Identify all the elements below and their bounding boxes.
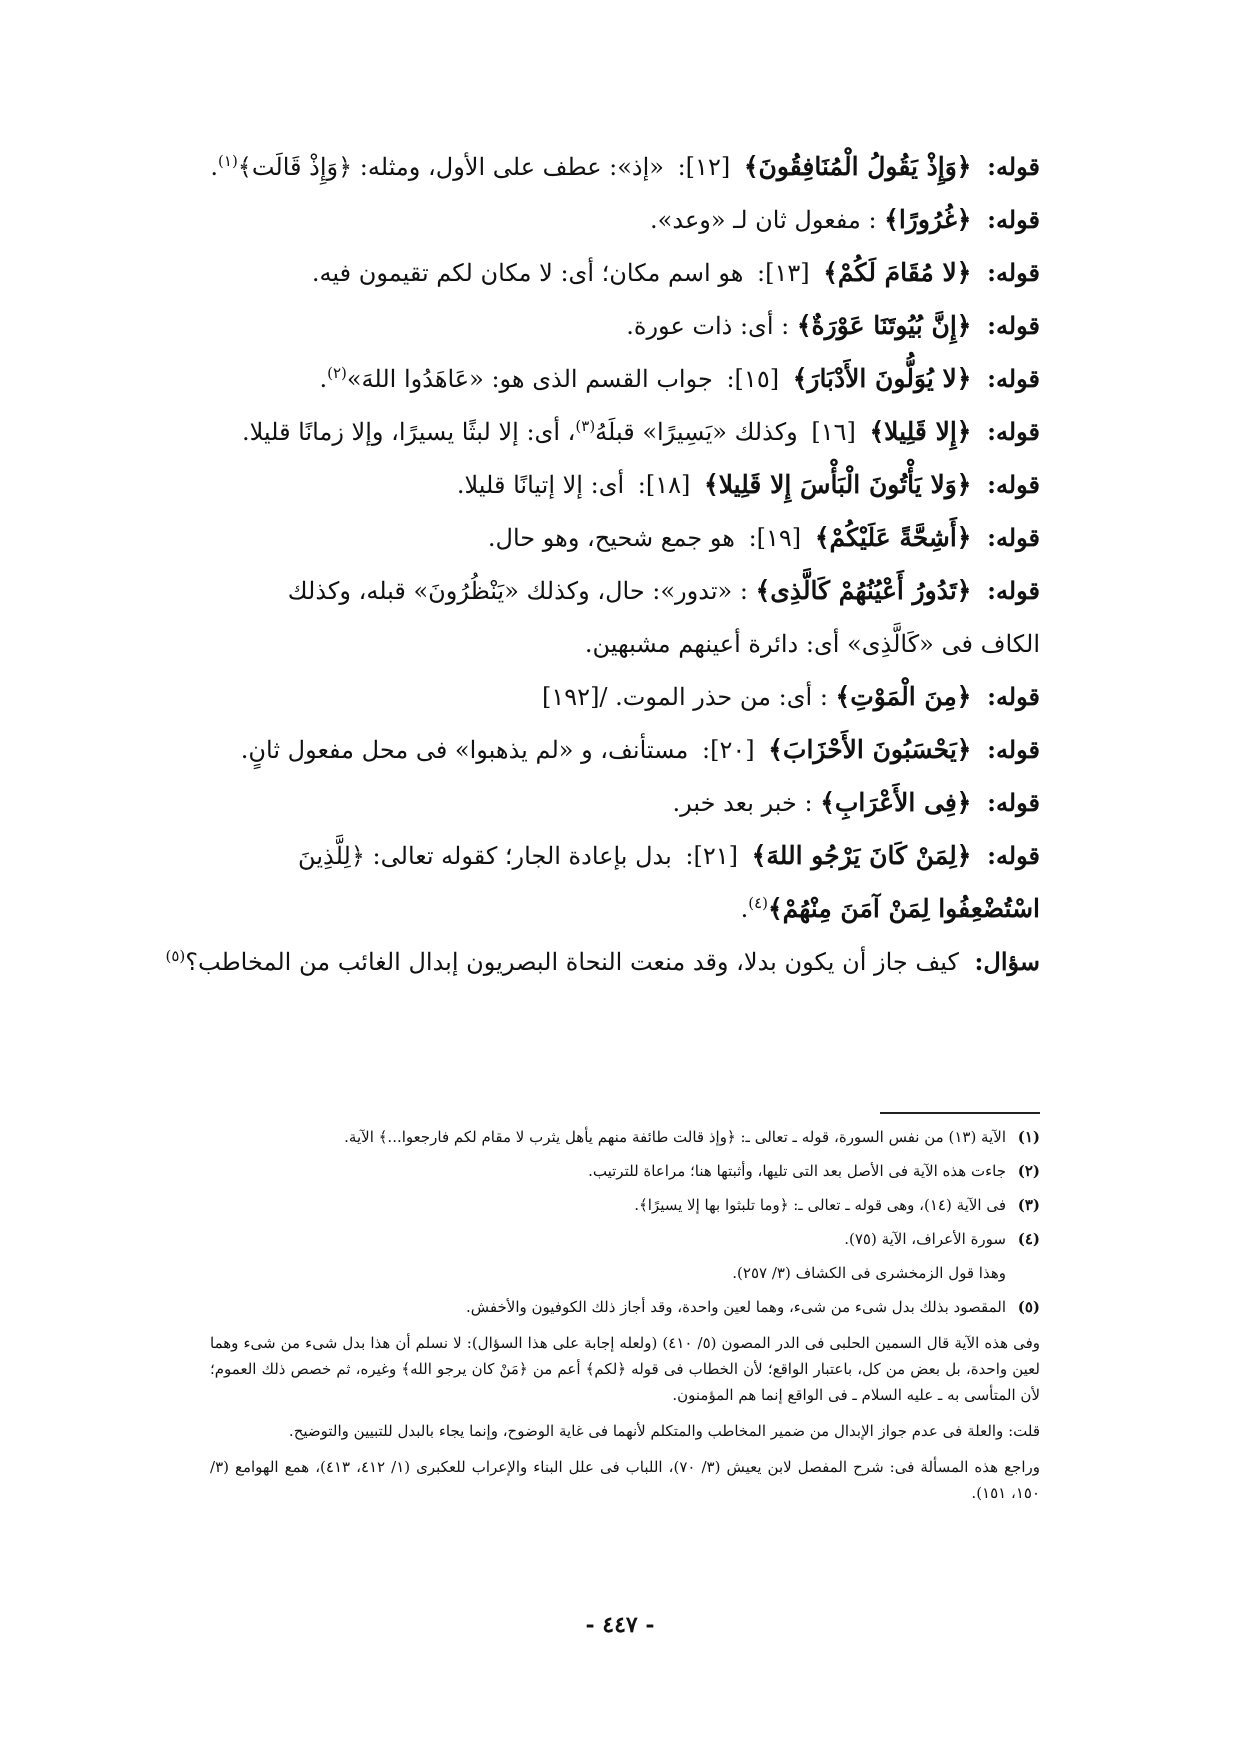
line-label: قوله: bbox=[987, 205, 1040, 234]
footnote bbox=[210, 1296, 1040, 1318]
footnote-marker: (١) bbox=[218, 152, 238, 170]
footnote-number: (٣) bbox=[1017, 1196, 1040, 1214]
text-line bbox=[180, 788, 1040, 818]
quran-quote: ﴿إِلا قَلِيلا﴾ bbox=[869, 417, 972, 446]
quran-quote: ﴿لا يُوَلُّونَ الأَدْبَارَ﴾ bbox=[792, 364, 972, 393]
commentary: : أى: من حذر الموت. /[١٩٢] bbox=[542, 683, 828, 711]
footnote bbox=[210, 1160, 1040, 1182]
quran-quote: ﴿يَحْسَبُونَ الأَحْزَابَ﴾ bbox=[768, 735, 972, 764]
line-label: قوله: bbox=[987, 417, 1040, 446]
question-label: سؤال: bbox=[974, 947, 1040, 976]
footnote-marker: (٣) bbox=[575, 417, 596, 435]
line-label: قوله: bbox=[987, 311, 1040, 340]
verse-number: [٢١]: bbox=[685, 842, 739, 870]
line-label: قوله: bbox=[987, 735, 1040, 764]
quran-quote: ﴿غُرُورًا﴾ bbox=[884, 205, 972, 234]
commentary: وكذلك «يَسِيرًا» قبلَهُ bbox=[595, 418, 798, 446]
footnote-paragraph: وراجع هذه المسألة فى: شرح المفصل لابن يعيش (٣/ ٧٠)، اللباب فى علل البناء والإعراب للعكبرى (١/ ٤١٢، ٤١٣)، همع الهوامع (٣/ ١٥٠، ١٥١). bbox=[210, 1458, 1040, 1502]
footnote bbox=[210, 1194, 1040, 1216]
footnote-text: فى الآية (١٤)، وهى قوله ـ تعالى ـ: ﴿وما تلبثوا بها إلا يسيرًا﴾. bbox=[634, 1196, 1006, 1214]
footnote-marker: (٥) bbox=[165, 947, 186, 965]
footnote-number: (٤) bbox=[1017, 1230, 1040, 1248]
commentary: مستأنف، و «لم يذهبوا» فى محل مفعول ثانٍ. bbox=[240, 736, 689, 764]
line-label: قوله: bbox=[987, 258, 1040, 287]
footnote-number: (١) bbox=[1017, 1128, 1040, 1146]
text-line bbox=[180, 894, 1040, 924]
text-line bbox=[180, 682, 1040, 712]
line-label: قوله: bbox=[987, 364, 1040, 393]
footnotes bbox=[210, 1126, 1040, 1516]
verse-number: [١٢]: bbox=[677, 153, 731, 181]
commentary: هو جمع شحيح، وهو حال. bbox=[487, 524, 735, 552]
commentary: «إذ»: عطف على الأول، ومثله: ﴿وَإِذْ قَالَت﴾ bbox=[237, 153, 664, 181]
footnote-marker: (٢) bbox=[327, 364, 347, 382]
commentary: : مفعول ثان لـ «وعد». bbox=[650, 206, 877, 234]
commentary: جواب القسم الذى هو: «عَاهَدُوا اللهَ» bbox=[346, 365, 713, 393]
footnote-marker: (٤) bbox=[748, 894, 768, 912]
verse-number: [١٦] bbox=[811, 418, 856, 446]
footnote-separator bbox=[880, 1112, 1040, 1114]
footnote-paragraph: قلت: والعلة فى عدم جواز الإبدال من ضمير المخاطب والمتكلم لأنهما فى غاية الوضوح، وإنما يجاء بالبدل للتبيين والتوضيح. bbox=[288, 1422, 1040, 1440]
verse-number: [١٣]: bbox=[757, 259, 810, 287]
line-label: قوله: bbox=[987, 682, 1040, 711]
commentary: هو اسم مكان؛ أى: لا مكان لكم تقيمون فيه. bbox=[311, 259, 744, 287]
verse-number: [١٩]: bbox=[748, 524, 802, 552]
commentary: : «تدور»: حال، وكذلك «يَنْظُرُونَ» قبله، وكذلك bbox=[287, 577, 748, 605]
line-label: قوله: bbox=[987, 576, 1040, 605]
text-line bbox=[180, 364, 1040, 394]
quran-quote: ﴿إِنَّ بُيُوتَنَا عَوْرَةٌ﴾ bbox=[796, 311, 972, 340]
line-label: قوله: bbox=[987, 788, 1040, 817]
text-line bbox=[180, 841, 1040, 871]
footnote-paragraph: وفى هذه الآية قال السمين الحلبى فى الدر المصون (٥/ ٤١٠) (ولعله إجابة على هذا السؤال): لا نسلم أن هذا بدل شىء من شىء وهما لعين واحدة، بل بعض من كل، باعتبار الواقع؛ لأن الخطاب فى قوله ﴿لكم﴾ أعم من ﴿مَنْ كان يرجو الله﴾ وغيره، ثم خصص ذلك العموم؛ لأن المتأسى به ـ عليه السلام ـ فى الواقع إنما هم المؤمنون. bbox=[210, 1334, 1041, 1404]
quran-quote: ﴿وَإِذْ يَقُولُ الْمُنَافِقُونَ﴾ bbox=[743, 152, 972, 181]
footnote-text: جاءت هذه الآية فى الأصل بعد التى تليها، وأثبتها هنا؛ مراعاة للترتيب. bbox=[588, 1162, 1006, 1180]
text-line bbox=[180, 523, 1040, 553]
commentary: أى: إلا إتيانًا قليلا. bbox=[456, 471, 625, 499]
quran-quote: ﴿فِى الأَعْرَابِ﴾ bbox=[820, 788, 972, 817]
text-line bbox=[180, 152, 1040, 182]
footnote-text: وهذا قول الزمخشرى فى الكشاف (٣/ ٢٥٧). bbox=[732, 1264, 1006, 1282]
footnote-text: المقصود بذلك بدل شىء من شىء، وهما لعين واحدة، وقد أجاز ذلك الكوفيون والأخفش. bbox=[466, 1298, 1006, 1316]
footnote-number: (٢) bbox=[1017, 1162, 1040, 1180]
footnote-number: (٥) bbox=[1017, 1298, 1040, 1316]
line-label: قوله: bbox=[987, 523, 1040, 552]
commentary: : خبر بعد خبر. bbox=[672, 789, 813, 817]
page-number: - ٤٤٧ - bbox=[585, 1612, 655, 1638]
verse-number: [٢٠]: bbox=[702, 736, 755, 764]
text-line bbox=[180, 735, 1040, 765]
commentary: بدل بإعادة الجار؛ كقوله تعالى: ﴿لِلَّذِينَ bbox=[298, 842, 672, 870]
line-end: ، أى: إلا لبثًا يسيرًا، وإلا زمانًا قليلا. bbox=[241, 418, 576, 446]
line-end: . bbox=[319, 365, 328, 393]
question-line bbox=[165, 947, 1040, 977]
footnote bbox=[210, 1228, 1040, 1250]
text-line bbox=[180, 311, 1040, 341]
footnote bbox=[210, 1126, 1040, 1148]
line-end: . bbox=[210, 153, 219, 181]
quran-quote: ﴿وَلا يَأْتُونَ الْبَأْسَ إِلا قَلِيلا﴾ bbox=[704, 470, 972, 499]
footnote bbox=[210, 1262, 1040, 1284]
text-line bbox=[180, 258, 1040, 288]
text-line bbox=[180, 205, 1040, 235]
text-line bbox=[180, 470, 1040, 500]
text-line bbox=[180, 417, 1040, 447]
quran-quote: ﴿تَدُورُ أَعْيُنُهُمْ كَالَّذِى﴾ bbox=[755, 576, 972, 605]
main-text bbox=[165, 152, 1040, 1000]
quran-quote: ﴿أَشِحَّةً عَلَيْكُمْ﴾ bbox=[814, 523, 972, 552]
footnote-text: سورة الأعراف، الآية (٧٥). bbox=[844, 1230, 1006, 1248]
quran-quote: ﴿لا مُقَامَ لَكُمْ﴾ bbox=[823, 258, 972, 287]
text-line bbox=[180, 629, 1040, 659]
line-end: . bbox=[740, 895, 749, 923]
quran-quote: اسْتُضْعِفُوا لِمَنْ آمَنَ مِنْهُمْ﴾ bbox=[767, 894, 1040, 923]
quran-quote: ﴿لِمَنْ كَانَ يَرْجُو اللهَ﴾ bbox=[751, 841, 972, 870]
footnote-text: الآية (١٣) من نفس السورة، قوله ـ تعالى ـ: ﴿وإذ قالت طائفة منهم يأهل يثرب لا مقام لكم فارجعوا...﴾ الآية. bbox=[344, 1128, 1006, 1146]
line-label: قوله: bbox=[987, 841, 1040, 870]
quran-quote: ﴿مِنَ الْمَوْتِ﴾ bbox=[835, 682, 972, 711]
verse-number: [١٥]: bbox=[726, 365, 780, 393]
commentary: : أى: ذات عورة. bbox=[626, 312, 790, 340]
line-label: قوله: bbox=[987, 470, 1040, 499]
line-label: قوله: bbox=[987, 152, 1040, 181]
verse-number: [١٨]: bbox=[637, 471, 691, 499]
question-text: كيف جاز أن يكون بدلا، وقد منعت النحاة البصريون إبدال الغائب من المخاطب؟ bbox=[185, 948, 959, 976]
text-line bbox=[180, 576, 1040, 606]
commentary: الكاف فى «كَالَّذِى» أى: دائرة أعينهم مشبهين. bbox=[584, 630, 1040, 658]
